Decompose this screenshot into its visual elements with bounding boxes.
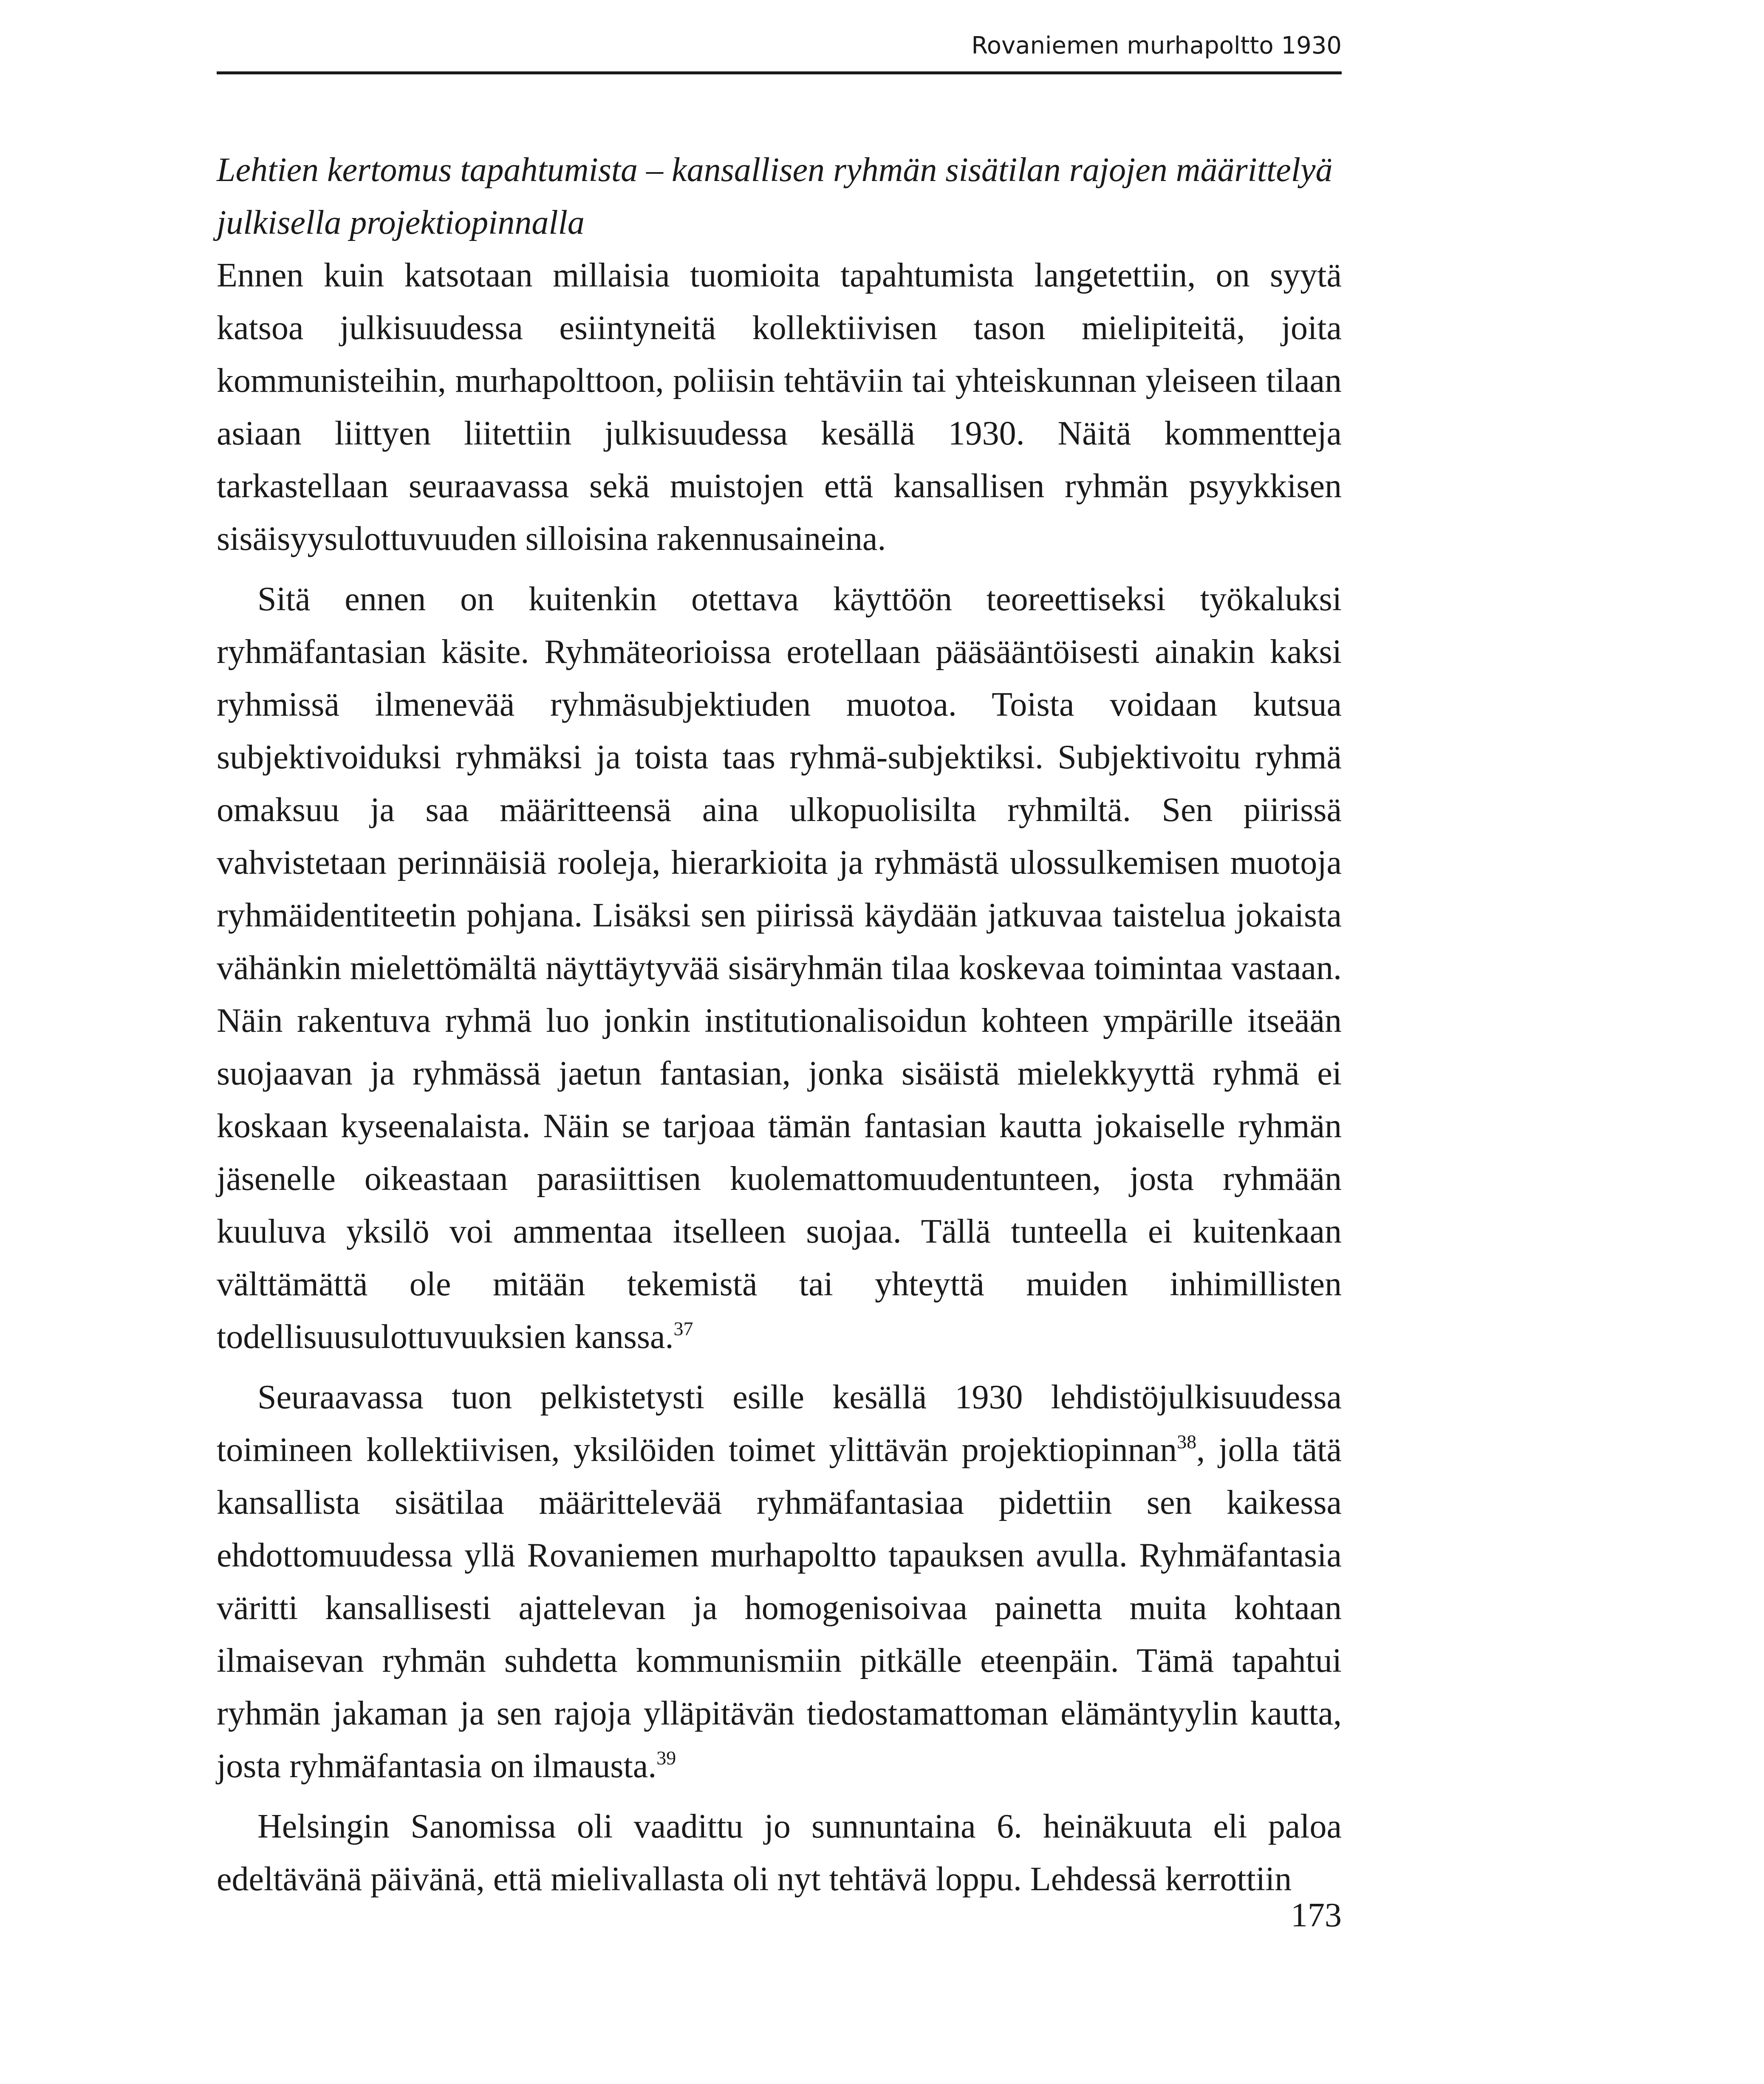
paragraph-4-text: Helsingin Sanomissa oli vaadittu jo sunnuntaina 6. heinäkuuta eli paloa edeltävänä päivänä, että mielivallasta oli nyt tehtävä loppu. Lehdessä kerrottiin	[217, 1808, 1342, 1898]
paragraph-4	[217, 1800, 1342, 1906]
footnote-ref-39: 39	[656, 1747, 676, 1769]
footnote-ref-38: 38	[1177, 1431, 1197, 1453]
running-header: Rovaniemen murhapoltto 1930	[971, 32, 1342, 59]
paragraph-2-text: Sitä ennen on kuitenkin otettava käyttöön teoreettiseksi työkaluksi ryhmäfantasian käsite. Ryhmäteorioissa erotellaan pääsääntöisesti ainakin kaksi ryhmissä ilmenevää ryhmäsubjektiuden muotoa. Toista voidaan kutsua subjektivoiduksi ryhmäksi ja toista taas ryhmä-subjektiksi. Subjektivoitu ryhmä omaksuu ja saa määritteensä aina ulkopuolisilta ryhmiltä. Sen piirissä vahvistetaan perinnäisiä rooleja, hierarkioita ja ryhmästä ulossulkemisen muotoja ryhmäidentiteetin pohjana. Lisäksi sen piirissä käydään jatkuvaa taistelua jokaista vähänkin mielettömältä näyttäytyvää sisäryhmän tilaa koskevaa toimintaa vastaan. Näin rakentuva ryhmä luo jonkin institutionalisoidun kohteen ympärille itseään suojaavan ja ryhmässä jaetun fantasian, jonka sisäistä mielekkyyttä ryhmä ei koskaan kyseenalaista. Näin se tarjoaa tämän fantasian kautta jokaiselle ryhmän jäsenelle oikeastaan parasiittisen kuolemattomuudentunteen, josta ryhmään kuuluva yksilö voi ammentaa itselleen suojaa. Tällä tunteella ei kuitenkaan välttämättä ole mitään tekemistä tai yhteyttä muiden inhimillisten todellisuusulottuvuuksien kanssa.	[217, 580, 1342, 1356]
paragraph-3-text-after: , jolla tätä kansallista sisätilaa määrittelevää ryhmäfantasiaa pidettiin sen kaikessa ehdottomuudessa yllä Rovaniemen murhapoltto tapauksen avulla. Ryhmäfantasia väritti kansallisesti ajattelevan ja homogenisoivaa painetta muita kohtaan ilmaisevan ryhmän suhdetta kommunismiin pitkälle eteenpäin. Tämä tapahtui ryhmän jakaman ja sen rajoja ylläpitävän tiedostamattoman elämäntyylin kautta, josta ryhmäfantasia on ilmausta.	[217, 1431, 1342, 1785]
paragraph-3	[217, 1371, 1342, 1792]
header-rule	[217, 71, 1342, 74]
footnote-ref-37: 37	[673, 1318, 693, 1339]
section-heading: Lehtien kertomus tapahtumista – kansallisen ryhmän sisätilan rajojen määrittelyä julkisella projektiopinnalla	[217, 151, 1333, 241]
paragraph-1	[217, 249, 1342, 565]
paragraph-2	[217, 573, 1342, 1363]
page-number: 173	[1291, 1897, 1342, 1934]
paragraph-3-text-before: Seuraavassa tuon pelkistetysti esille kesällä 1930 lehdistöjulkisuudessa toimineen kollektiivisen, yksilöiden toimet ylittävän projektiopinnan	[217, 1379, 1342, 1469]
body-text	[217, 144, 1342, 1906]
paragraph-1-text: Ennen kuin katsotaan millaisia tuomioita tapahtumista langetettiin, on syytä katsoa julkisuudessa esiintyneitä kollektiivisen tason mielipiteitä, joita kommunisteihin, murhapolttoon, poliisin tehtäviin tai yhteiskunnan yleiseen tilaan asiaan liittyen liitettiin julkisuudessa kesällä 1930. Näitä kommentteja tarkastellaan seuraavassa sekä muistojen että kansallisen ryhmän psyykkisen sisäisyysulottuvuuden silloisina rakennusaineina.	[217, 257, 1342, 558]
